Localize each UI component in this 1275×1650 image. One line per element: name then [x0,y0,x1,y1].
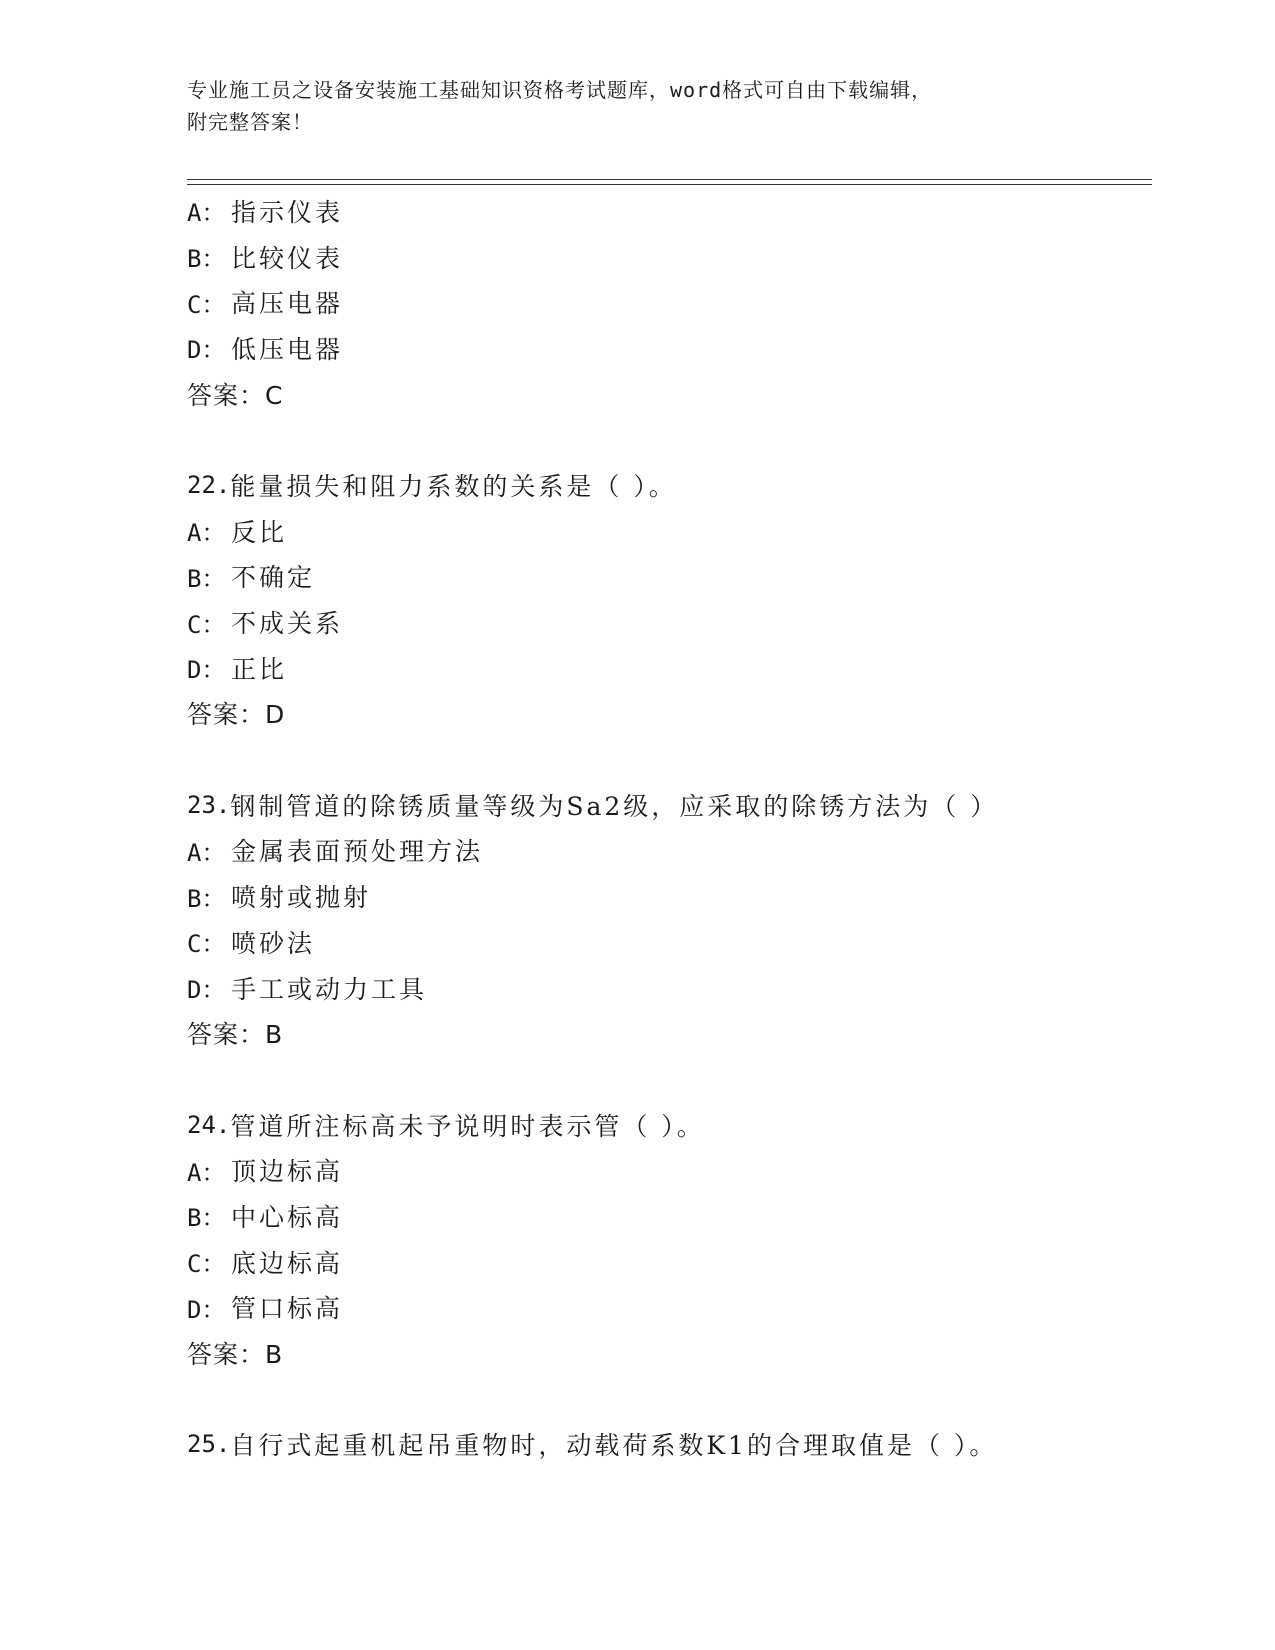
option-text: 低压电器 [231,334,344,364]
question-text: 能量损失和阻力系数的关系是（ ）。 [230,471,677,501]
question-22 [187,462,1152,736]
option-text: 手工或动力工具 [231,974,428,1004]
option-letter: B： [187,1204,226,1233]
option-letter: D： [187,656,226,685]
option-b [187,873,1152,919]
option-d [187,965,1152,1011]
option-text: 底边标高 [231,1248,344,1278]
spacer [187,736,1152,782]
answer-line: 答案：D [187,700,286,730]
option-a [187,508,1152,554]
option-text: 金属表面预处理方法 [231,837,484,867]
question-text: 管道所注标高未予说明时表示管（ ）。 [230,1111,705,1141]
question-24 [187,1102,1152,1376]
option-letter: C： [187,610,226,639]
option-a [187,188,1152,234]
question-number: 22. [187,470,231,499]
option-letter: A： [187,1158,226,1187]
option-text: 比较仪表 [231,243,344,273]
spacer [187,416,1152,462]
option-b [187,234,1152,280]
header-line-2: 附完整答案！ [187,110,313,134]
header-divider-top [187,179,1152,180]
spacer [187,1056,1152,1102]
question-25 [187,1422,1152,1468]
option-d [187,325,1152,371]
option-letter: B： [187,245,226,274]
option-letter: C： [187,290,226,319]
option-letter: A： [187,519,226,548]
option-b [187,1193,1152,1239]
option-c [187,599,1152,645]
option-letter: C： [187,930,226,959]
option-text: 喷砂法 [231,928,316,958]
option-letter: D： [187,336,226,365]
option-text: 正比 [231,654,288,684]
option-letter: D： [187,976,226,1005]
option-text: 中心标高 [231,1202,344,1232]
option-text: 顶边标高 [231,1157,344,1187]
option-letter: A： [187,838,226,867]
option-d [187,645,1152,691]
option-text: 反比 [231,517,288,547]
option-text: 喷射或抛射 [231,883,372,913]
option-letter: B： [187,564,226,593]
option-d [187,1285,1152,1331]
option-letter: D： [187,1295,226,1324]
header-line-1: 专业施工员之设备安装施工基础知识资格考试题库，word格式可自由下载编辑， [187,78,933,102]
option-text: 不确定 [231,563,316,593]
document-header [187,74,1087,138]
answer-line: 答案：C [187,380,284,410]
question-text: 钢制管道的除锈质量等级为Sa2级，应采取的除锈方法为（ ） [230,791,999,821]
question-number: 24. [187,1110,231,1139]
question-number: 23. [187,790,231,819]
option-letter: A： [187,199,226,228]
option-a [187,828,1152,874]
option-letter: C： [187,1250,226,1279]
option-text: 不成关系 [231,609,344,639]
option-letter: B： [187,884,226,913]
question-23 [187,782,1152,1056]
question-number: 25. [187,1430,231,1459]
question-21-continued [187,188,1152,416]
answer-line: 答案：B [187,1340,284,1370]
question-text: 自行式起重机起吊重物时，动载荷系数K1的合理取值是（ ）。 [230,1431,998,1461]
option-c [187,279,1152,325]
option-c [187,1239,1152,1285]
question-stem [187,1102,1152,1148]
option-text: 指示仪表 [231,197,344,227]
question-stem [187,1422,1152,1468]
answer-line: 答案：B [187,1020,284,1050]
question-stem [187,782,1152,828]
header-divider-bottom [187,184,1152,185]
option-b [187,554,1152,600]
question-list [187,188,1152,1467]
spacer [187,1376,1152,1422]
option-a [187,1147,1152,1193]
option-c [187,919,1152,965]
question-stem [187,462,1152,508]
option-text: 高压电器 [231,289,344,319]
option-text: 管口标高 [231,1294,344,1324]
